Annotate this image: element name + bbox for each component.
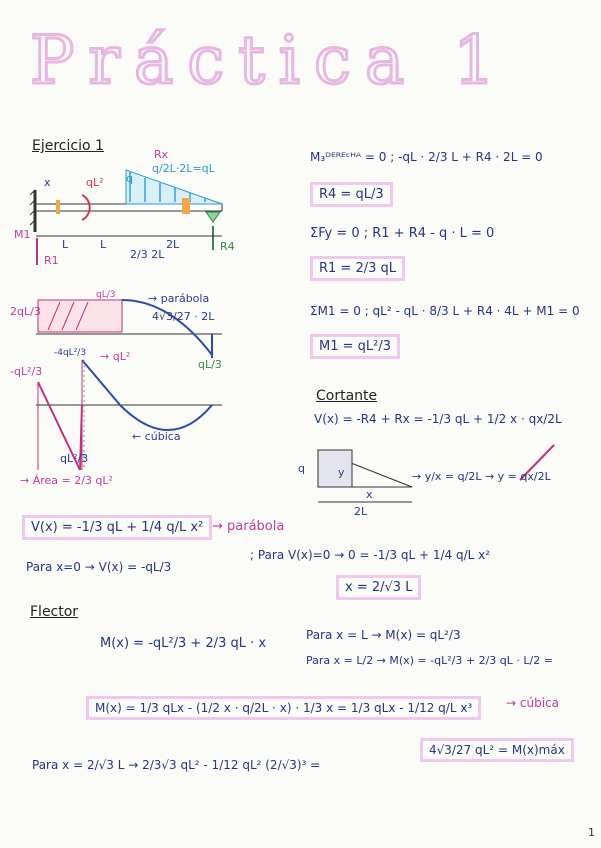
m-label-4: ← cúbica [132, 430, 181, 443]
flector-case2: Para x = L/2 → M(x) = -qL²/3 + 2/3 qL · L/2 = [306, 654, 553, 667]
flector-eq: M(x) = -qL²/3 + 2/3 qL · x [100, 636, 267, 651]
tri-x: x [366, 488, 373, 501]
dim-2l: 2L [166, 238, 180, 251]
m-label-1: -qL²/3 [10, 365, 43, 378]
para-right: ; Para V(x)=0 → 0 = -1/3 qL + 1/4 q/L x² [250, 548, 491, 562]
cortante-eq: V(x) = -R4 + Rx = -1/3 qL + 1/2 x · qx/2L [314, 412, 562, 426]
tri-2l: 2L [354, 505, 368, 518]
m-label-2: -4qL²/3 [54, 348, 87, 358]
para-left: Para x=0 → V(x) = -qL/3 [26, 560, 172, 574]
m-result-eq: M(x) = 1/3 qLx - (1/2 x · q/2L · x) · 1/3 x = 1/3 qLx - 1/12 q/L x³ [86, 696, 481, 720]
v-result-note: → parábola [212, 519, 285, 534]
v-label-3: → parábola [148, 292, 210, 305]
page-title: Práctica 1 [30, 22, 510, 99]
ejercicio-heading: Ejercicio 1 [32, 138, 104, 154]
cortante-heading: Cortante [316, 388, 378, 404]
v-label-2: qL/3 [96, 290, 116, 300]
m-label-3: → qL² [100, 350, 131, 363]
tri-q: q [298, 462, 305, 475]
dim-l2: L [100, 238, 107, 251]
dim-l1: L [62, 238, 69, 251]
flector-case1: Para x = L → M(x) = qL²/3 [306, 628, 461, 642]
m-label-6: → Área = 2/3 qL² [20, 474, 113, 487]
x-label: x [44, 176, 51, 189]
final-left: Para x = 2/√3 L → 2/3√3 qL² - 1/12 qL² (2/√3)³ = [32, 758, 321, 772]
q-top-label: q/2L·2L=qL [152, 162, 215, 175]
m-result-note: → cúbica [506, 696, 559, 710]
x-result: x = 2/√3 L [336, 575, 421, 600]
m1-result: M1 = qL²/3 [310, 334, 400, 359]
rx-label: Rx [154, 148, 169, 161]
ql2-label: qL² [86, 176, 104, 189]
r4-label: R4 [220, 240, 235, 253]
v-result-eq: V(x) = -1/3 qL + 1/4 q/L x² [22, 515, 212, 540]
r1-label: R1 [44, 254, 59, 267]
page-number: 1 [588, 826, 595, 839]
final-result: 4√3/27 qL² = M(x)máx [420, 738, 574, 762]
r1-result: R1 = 2/3 qL [310, 256, 405, 281]
tri-y: y [338, 466, 345, 479]
m-label-5: qL²/3 [60, 452, 89, 465]
eq-sum-fy: ΣFy = 0 ; R1 + R4 - q · L = 0 [310, 226, 495, 241]
v-label-4: 4√3/27 · 2L [152, 310, 215, 323]
eq-sum-m1: ΣM1 = 0 ; qL² - qL · 8/3 L + R4 · 4L + M1 = 0 [310, 304, 580, 318]
flector-heading: Flector [30, 604, 79, 620]
load-label: q [126, 172, 133, 185]
v-label-5: qL/3 [198, 358, 222, 371]
ratio-eq: → y/x = q/2L → y = qx/2L [412, 470, 551, 483]
m1-label: M1 [14, 228, 31, 241]
eq-moment3: M₃ᴰᴱᴿᴱᶜᴴᴬ = 0 ; -qL · 2/3 L + R4 · 2L = 0 [310, 150, 543, 164]
dim-23: 2/3 2L [130, 248, 165, 261]
r4-result: R4 = qL/3 [310, 182, 393, 207]
v-label-1: 2qL/3 [10, 305, 41, 318]
